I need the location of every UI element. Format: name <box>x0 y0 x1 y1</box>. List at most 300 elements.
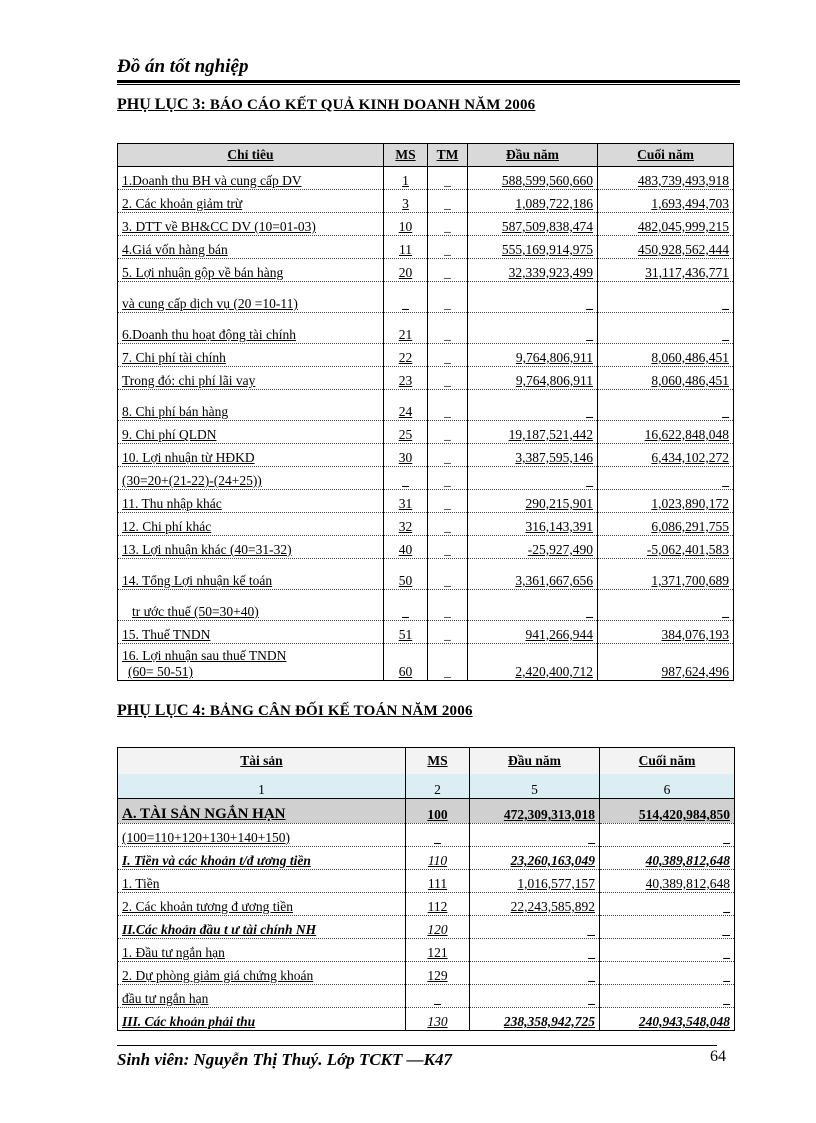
row-label <box>118 621 384 644</box>
section-3-prefix: PHỤ LỤC 3: <box>117 96 206 113</box>
row-ms-text: 121 <box>427 945 448 960</box>
row-ms <box>406 985 470 1008</box>
row-tm-text: _ <box>444 496 451 511</box>
row-ms-text: 32 <box>398 519 413 534</box>
row-ms <box>384 259 428 282</box>
table-row <box>118 962 735 985</box>
table-row <box>118 282 734 313</box>
row-label-text: 2. Các khoản giảm trừ <box>122 196 243 211</box>
header-rule-thin <box>117 84 740 85</box>
row-ms-text: _ <box>434 991 441 1006</box>
table-row <box>118 847 735 870</box>
row-ms-text: _ <box>402 604 409 619</box>
row-cuoi-nam <box>598 236 734 259</box>
row-cuoi-nam <box>598 167 734 190</box>
row-tm-text: _ <box>444 404 451 419</box>
row-label-text: 2. Các khoản tương đ ương tiền <box>122 899 294 914</box>
table-row <box>118 939 735 962</box>
row-ms-text: 120 <box>427 922 448 937</box>
row-ms <box>384 313 428 344</box>
row-cuoi-nam-text: 987,624,496 <box>661 664 729 679</box>
table-row <box>118 870 735 893</box>
table-row <box>118 367 734 390</box>
row-ms-text: 111 <box>427 876 448 891</box>
row-label <box>118 344 384 367</box>
row-ms <box>406 939 470 962</box>
row-cuoi-nam-text: 514,420,984,850 <box>638 807 730 822</box>
row-ms-text: 25 <box>398 427 413 442</box>
row-cuoi-nam <box>600 847 735 870</box>
table-row <box>118 190 734 213</box>
row-cuoi-nam-text: _ <box>723 945 730 960</box>
row-cuoi-nam-text: 1,371,700,689 <box>651 573 729 588</box>
row-label-text: 12. Chi phí khác <box>122 519 212 534</box>
row-ms <box>384 467 428 490</box>
row-label <box>118 824 406 847</box>
row-label-text: Trong đó: chi phí lãi vay <box>122 373 256 388</box>
row-dau-nam <box>468 559 598 590</box>
income-statement-table <box>117 143 734 681</box>
row-ms <box>384 536 428 559</box>
row-ms-text: 50 <box>398 573 413 588</box>
row-dau-nam <box>470 1008 600 1031</box>
row-label <box>118 490 384 513</box>
row-dau-nam <box>470 962 600 985</box>
row-tm <box>428 467 468 490</box>
row-dau-nam <box>468 313 598 344</box>
row-cuoi-nam <box>598 621 734 644</box>
table-row <box>118 390 734 421</box>
table-row <box>118 444 734 467</box>
row-dau-nam-text: 2,420,400,712 <box>515 664 593 679</box>
row-dau-nam-text: _ <box>588 922 595 937</box>
row-tm-text: _ <box>444 296 451 311</box>
col-header-ms: MS <box>406 748 470 775</box>
row-tm <box>428 421 468 444</box>
row-dau-nam-text: _ <box>586 296 593 311</box>
row-label-text: 4.Giá vốn hàng bán <box>122 242 228 257</box>
row-ms <box>384 644 428 681</box>
row-cuoi-nam <box>598 282 734 313</box>
row-label <box>118 236 384 259</box>
row-cuoi-nam-text: 8,060,486,451 <box>651 350 729 365</box>
row-ms-text: 1 <box>402 173 409 188</box>
row-tm <box>428 621 468 644</box>
row-cuoi-nam-text: 1,023,890,172 <box>651 496 729 511</box>
row-label-text: I. Tiền và các khoản t/đ ương tiền <box>122 853 311 868</box>
section-4-prefix: PHỤ LỤC 4: <box>117 702 206 719</box>
row-ms-text: 130 <box>427 1014 448 1029</box>
row-label <box>118 916 406 939</box>
row-dau-nam-text: 3,387,595,146 <box>515 450 593 465</box>
row-cuoi-nam <box>598 490 734 513</box>
row-label <box>118 190 384 213</box>
col-header-chi-tieu: Chỉ tiêu <box>118 144 384 167</box>
row-label-text: và cung cấp dịch vụ (20 =10-11) <box>122 296 298 311</box>
row-cuoi-nam-text: _ <box>723 899 730 914</box>
row-dau-nam <box>470 939 600 962</box>
row-label-text: tr ước thuế (50=30+40) <box>132 604 259 619</box>
row-label-text: 7. Chi phí tài chính <box>122 350 226 365</box>
row-dau-nam <box>468 467 598 490</box>
row-label <box>118 870 406 893</box>
row-tm <box>428 390 468 421</box>
balance-sheet-table <box>117 747 735 1031</box>
row-label <box>118 367 384 390</box>
col-header-dau-nam: Đầu năm <box>468 144 598 167</box>
row-ms <box>384 344 428 367</box>
row-cuoi-nam <box>600 870 735 893</box>
row-label <box>118 590 384 621</box>
row-cuoi-nam-text: 31,117,436,771 <box>645 265 729 280</box>
row-cuoi-nam-text: 483,739,493,918 <box>637 173 729 188</box>
row-label-text: 1.Doanh thu BH và cung cấp DV <box>122 173 302 188</box>
row-dau-nam <box>468 536 598 559</box>
col-number: 1 <box>118 774 406 799</box>
row-label-text: 6.Doanh thu hoạt động tài chính <box>122 327 296 342</box>
row-ms-text: 10 <box>398 219 413 234</box>
row-label-text: A. TÀI SẢN NGẮN HẠN <box>122 806 286 822</box>
table-row <box>118 916 735 939</box>
row-label-text: 3. DTT về BH&CC DV (10=01-03) <box>122 219 316 234</box>
row-ms-text: _ <box>434 830 441 845</box>
row-cuoi-nam-text: 240,943,548,048 <box>638 1014 730 1029</box>
row-label-text: 5. Lợi nhuận gộp về bán hàng <box>122 265 284 280</box>
row-label <box>118 536 384 559</box>
row-ms-text: 31 <box>398 496 413 511</box>
row-ms-text: 23 <box>398 373 413 388</box>
row-tm <box>428 367 468 390</box>
col-number: 6 <box>600 774 735 799</box>
row-label <box>118 985 406 1008</box>
row-cuoi-nam <box>598 421 734 444</box>
table-row <box>118 824 735 847</box>
row-cuoi-nam-text: 1,693,494,703 <box>651 196 729 211</box>
row-ms <box>384 421 428 444</box>
row-cuoi-nam <box>600 985 735 1008</box>
row-dau-nam-text: 1,089,722,186 <box>515 196 593 211</box>
row-tm <box>428 344 468 367</box>
row-dau-nam <box>470 870 600 893</box>
row-dau-nam <box>470 799 600 824</box>
row-tm <box>428 190 468 213</box>
row-dau-nam <box>468 236 598 259</box>
row-cuoi-nam-text: _ <box>723 968 730 983</box>
row-ms <box>384 167 428 190</box>
row-label <box>118 513 384 536</box>
row-cuoi-nam-text: 40,389,812,648 <box>645 853 730 868</box>
row-dau-nam <box>468 590 598 621</box>
row-label <box>118 893 406 916</box>
row-tm-text: _ <box>444 327 451 342</box>
table-row <box>118 259 734 282</box>
row-cuoi-nam <box>600 939 735 962</box>
row-label <box>118 467 384 490</box>
row-dau-nam-text: 941,266,944 <box>525 627 593 642</box>
row-label-text: (100=110+120+130+140+150) <box>122 830 291 845</box>
footer-student-info: Sinh viên: Nguyễn Thị Thuý. Lớp TCKT —K47 <box>117 1050 452 1069</box>
row-dau-nam <box>468 213 598 236</box>
table-row <box>118 893 735 916</box>
col-header-dau-nam: Đầu năm <box>470 748 600 775</box>
row-cuoi-nam-text: 8,060,486,451 <box>651 373 729 388</box>
table-row <box>118 513 734 536</box>
row-tm <box>428 513 468 536</box>
row-cuoi-nam <box>598 259 734 282</box>
row-label <box>118 939 406 962</box>
row-ms-text: 3 <box>402 196 409 211</box>
section-4-title <box>117 702 473 720</box>
row-tm-text: _ <box>444 450 451 465</box>
col-header-cuoi-nam: Cuối năm <box>600 748 735 775</box>
table-row <box>118 536 734 559</box>
section-4-heading: BẢNG CÂN ĐỐI KẾ TOÁN NĂM 2006 <box>209 703 473 719</box>
row-dau-nam-text: 588,599,560,660 <box>501 173 593 188</box>
row-label <box>118 559 384 590</box>
row-dau-nam-text: 316,143,391 <box>525 519 593 534</box>
table-row <box>118 559 734 590</box>
row-dau-nam-text: 3,361,667,656 <box>515 573 593 588</box>
row-label-text: 13. Lợi nhuận khác (40=31-32) <box>122 542 292 557</box>
col-header-tai-san: Tài sản <box>118 748 406 775</box>
table-row <box>118 467 734 490</box>
row-label-line2: (60= 50-51) <box>128 664 193 679</box>
row-tm-text: _ <box>444 265 451 280</box>
row-tm <box>428 282 468 313</box>
row-ms-text: 30 <box>398 450 413 465</box>
row-label <box>118 313 384 344</box>
row-ms <box>406 824 470 847</box>
row-cuoi-nam <box>600 893 735 916</box>
row-label-text: II.Các khoản đầu t ư tài chính NH <box>122 922 317 937</box>
row-ms-text: _ <box>402 296 409 311</box>
row-dau-nam-text: 9,764,806,911 <box>515 373 593 388</box>
row-ms <box>384 367 428 390</box>
row-dau-nam-text: 587,509,838,474 <box>501 219 593 234</box>
table-row <box>118 167 734 190</box>
row-label <box>118 644 384 681</box>
table-row <box>118 1008 735 1031</box>
row-cuoi-nam <box>598 344 734 367</box>
row-tm-text: _ <box>444 627 451 642</box>
row-ms <box>406 916 470 939</box>
row-dau-nam-text: _ <box>586 604 593 619</box>
row-label <box>118 444 384 467</box>
row-tm <box>428 444 468 467</box>
row-dau-nam-text: 555,169,914,975 <box>501 242 593 257</box>
row-ms <box>406 847 470 870</box>
row-cuoi-nam-text: 16,622,848,048 <box>644 427 729 442</box>
row-tm-text: _ <box>444 664 451 679</box>
row-tm-text: _ <box>444 573 451 588</box>
row-tm-text: _ <box>444 350 451 365</box>
row-dau-nam <box>470 847 600 870</box>
row-dau-nam <box>468 367 598 390</box>
row-label <box>118 213 384 236</box>
row-dau-nam <box>470 916 600 939</box>
row-dau-nam-text: _ <box>586 327 593 342</box>
row-ms-text: 20 <box>398 265 413 280</box>
row-tm-text: _ <box>444 242 451 257</box>
document-header-title: Đồ án tốt nghiệp <box>117 56 249 77</box>
row-label-text: III. Các khoản phải thu <box>122 1014 256 1029</box>
row-ms-text: 100 <box>427 807 448 822</box>
row-label <box>118 799 406 824</box>
row-cuoi-nam-text: _ <box>722 404 729 419</box>
row-cuoi-nam-text: _ <box>722 327 729 342</box>
row-tm-text: _ <box>444 604 451 619</box>
row-tm-text: _ <box>444 219 451 234</box>
row-dau-nam <box>468 344 598 367</box>
row-cuoi-nam-text: _ <box>723 991 730 1006</box>
row-label-text: 2. Dự phòng giảm giá chứng khoán <box>122 968 314 983</box>
table-row <box>118 644 734 681</box>
row-ms-text: 21 <box>398 327 413 342</box>
row-cuoi-nam-text: 482,045,999,215 <box>637 219 729 234</box>
row-ms <box>406 799 470 824</box>
row-cuoi-nam-text: 6,086,291,755 <box>651 519 729 534</box>
row-ms <box>406 870 470 893</box>
row-cuoi-nam <box>600 799 735 824</box>
row-cuoi-nam-text: _ <box>722 473 729 488</box>
row-label-text: 15. Thuế TNDN <box>122 627 211 642</box>
row-dau-nam-text: 1,016,577,157 <box>517 876 595 891</box>
row-cuoi-nam <box>600 824 735 847</box>
table-row <box>118 236 734 259</box>
row-cuoi-nam <box>598 590 734 621</box>
row-label <box>118 1008 406 1031</box>
row-label-text: đầu tư ngắn hạn <box>122 991 209 1006</box>
row-cuoi-nam <box>598 536 734 559</box>
row-cuoi-nam-text: -5,062,401,583 <box>646 542 729 557</box>
row-dau-nam <box>470 985 600 1008</box>
row-dau-nam <box>468 621 598 644</box>
row-label-text: 14. Tổng Lợi nhuận kế toán <box>122 573 273 588</box>
row-ms-text: 51 <box>398 627 413 642</box>
col-header-cuoi-nam: Cuối năm <box>598 144 734 167</box>
row-ms-text: 40 <box>398 542 413 557</box>
table-row <box>118 313 734 344</box>
row-tm <box>428 259 468 282</box>
row-ms-text: 110 <box>427 853 448 868</box>
row-tm-text: _ <box>444 473 451 488</box>
row-label-text: 1. Tiền <box>122 876 160 891</box>
row-cuoi-nam <box>600 1008 735 1031</box>
row-cuoi-nam-text: _ <box>722 604 729 619</box>
row-dau-nam-text: _ <box>586 404 593 419</box>
row-cuoi-nam <box>598 559 734 590</box>
row-label <box>118 282 384 313</box>
row-dau-nam <box>468 390 598 421</box>
row-ms-text: 22 <box>398 350 413 365</box>
row-cuoi-nam-text: _ <box>722 296 729 311</box>
row-dau-nam-text: 19,187,521,442 <box>508 427 593 442</box>
row-dau-nam <box>468 259 598 282</box>
col-header-tm: TM <box>428 144 468 167</box>
row-ms <box>384 190 428 213</box>
row-ms <box>384 559 428 590</box>
row-ms <box>384 282 428 313</box>
row-label-text: 1. Đầu tư ngắn hạn <box>122 945 225 960</box>
row-dau-nam <box>468 444 598 467</box>
table-row <box>118 590 734 621</box>
row-ms <box>384 444 428 467</box>
row-dau-nam-text: 472,309,313,018 <box>503 807 595 822</box>
row-ms-text: 112 <box>427 899 448 914</box>
page-number: 64 <box>710 1048 726 1065</box>
row-dau-nam-text: _ <box>588 968 595 983</box>
row-label <box>118 259 384 282</box>
table-row <box>118 421 734 444</box>
table-row <box>118 490 734 513</box>
footer-rule <box>117 1045 717 1046</box>
table-row <box>118 621 734 644</box>
row-tm <box>428 644 468 681</box>
row-ms-text: 129 <box>427 968 448 983</box>
row-dau-nam <box>468 644 598 681</box>
row-tm <box>428 167 468 190</box>
row-dau-nam <box>470 824 600 847</box>
row-cuoi-nam-text: 6,434,102,272 <box>651 450 729 465</box>
row-cuoi-nam <box>598 467 734 490</box>
row-cuoi-nam <box>598 513 734 536</box>
row-dau-nam-text: -25,927,490 <box>527 542 593 557</box>
row-cuoi-nam <box>598 313 734 344</box>
row-dau-nam <box>468 190 598 213</box>
row-dau-nam-text: 32,339,923,499 <box>508 265 593 280</box>
row-label-text: 8. Chi phí bán hàng <box>122 404 229 419</box>
row-cuoi-nam-text: _ <box>723 922 730 937</box>
row-dau-nam-text: 9,764,806,911 <box>515 350 593 365</box>
table-row <box>118 213 734 236</box>
row-dau-nam <box>468 167 598 190</box>
section-3-heading: BÁO CÁO KẾT QUẢ KINH DOANH NĂM 2006 <box>209 97 536 113</box>
row-cuoi-nam <box>598 444 734 467</box>
row-cuoi-nam-text: _ <box>723 830 730 845</box>
table-row <box>118 799 735 824</box>
row-dau-nam-text: _ <box>588 991 595 1006</box>
row-ms-text: 11 <box>399 242 412 257</box>
row-ms <box>384 213 428 236</box>
row-cuoi-nam <box>600 962 735 985</box>
row-ms-text: 60 <box>398 664 413 679</box>
column-number-row <box>118 774 735 799</box>
table-row <box>118 344 734 367</box>
row-tm <box>428 590 468 621</box>
row-cuoi-nam <box>598 367 734 390</box>
col-number: 5 <box>470 774 600 799</box>
row-label-text: 10. Lợi nhuận từ HĐKD <box>122 450 255 465</box>
row-ms <box>384 490 428 513</box>
row-ms <box>384 590 428 621</box>
row-tm-text: _ <box>444 519 451 534</box>
row-dau-nam-text: _ <box>586 473 593 488</box>
row-ms <box>406 1008 470 1031</box>
row-ms <box>384 390 428 421</box>
row-dau-nam <box>468 490 598 513</box>
row-ms-text: 24 <box>398 404 413 419</box>
row-cuoi-nam <box>598 644 734 681</box>
row-tm <box>428 213 468 236</box>
row-tm <box>428 236 468 259</box>
col-number: 2 <box>406 774 470 799</box>
row-ms <box>406 893 470 916</box>
row-ms <box>406 962 470 985</box>
row-dau-nam-text: _ <box>588 830 595 845</box>
row-dau-nam-text: 22,243,585,892 <box>510 899 595 914</box>
row-dau-nam <box>470 893 600 916</box>
row-cuoi-nam <box>598 213 734 236</box>
